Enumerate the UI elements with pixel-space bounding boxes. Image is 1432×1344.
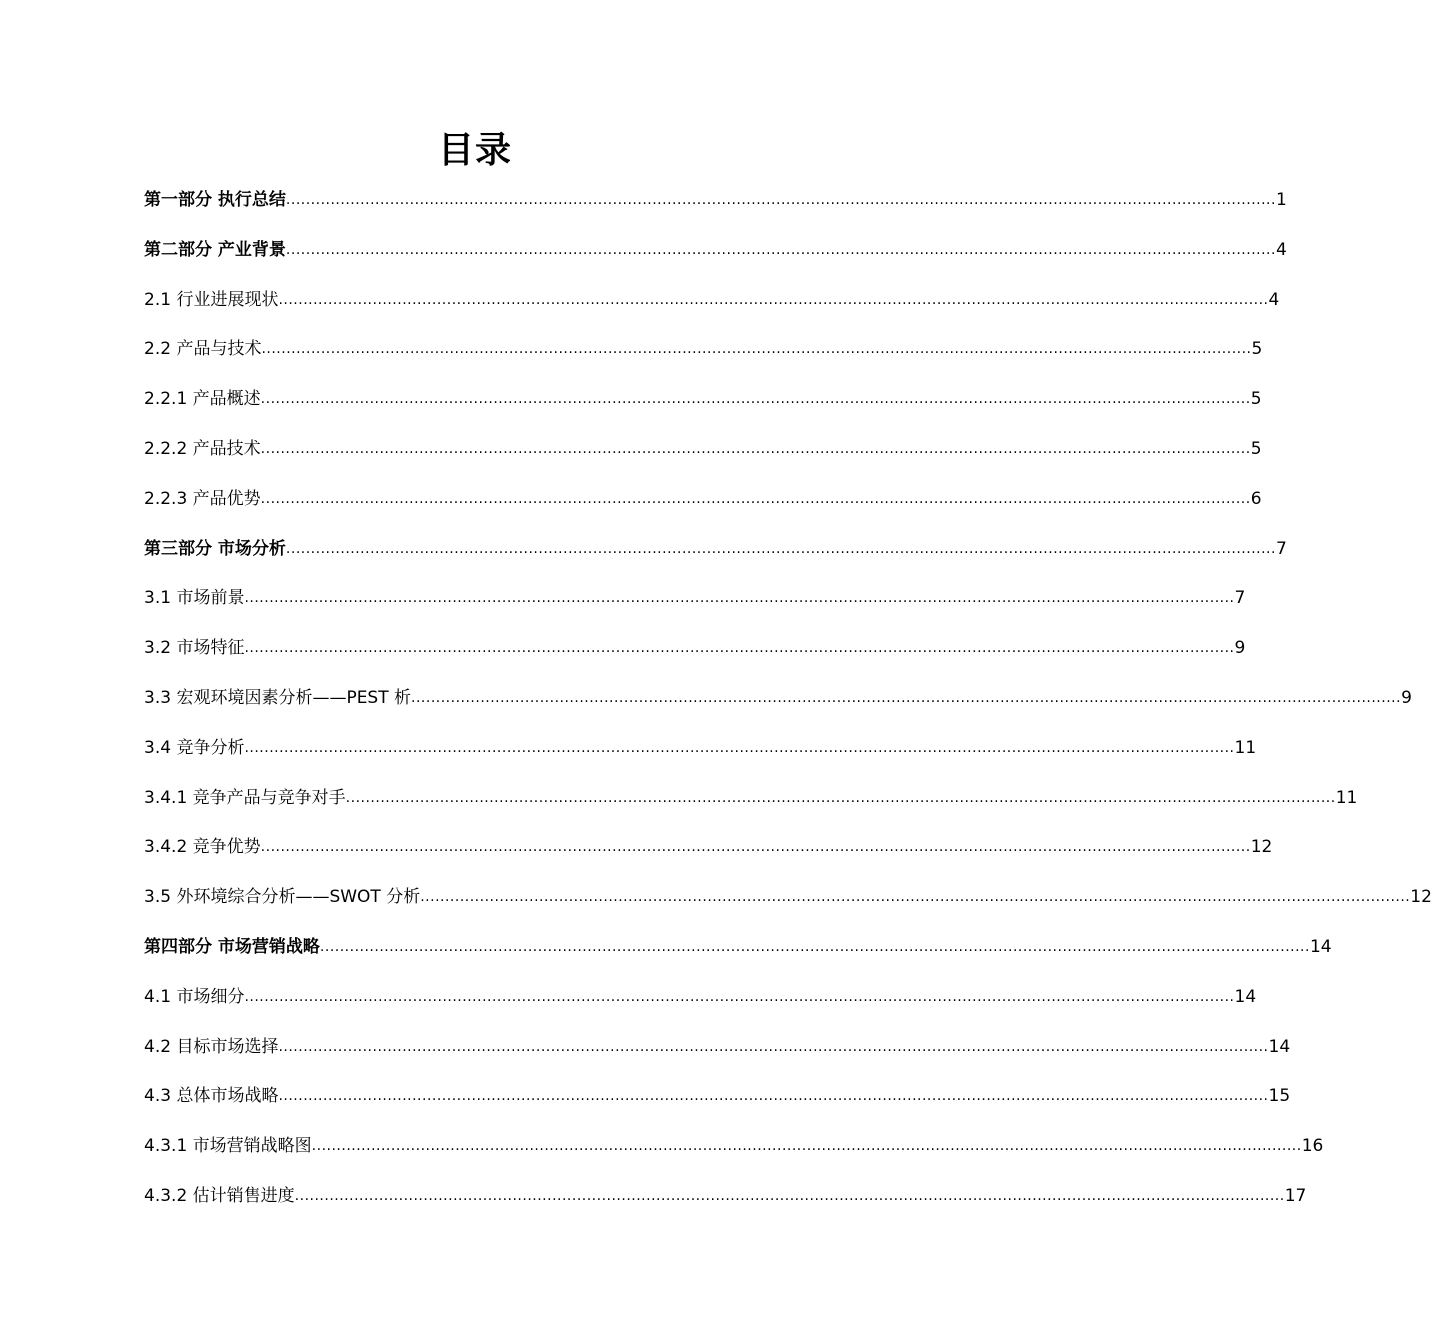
toc-entry-title: 2.2.1 产品概述: [144, 389, 261, 410]
toc-dot-leader: ........................................................................................................................................................................................................: [260, 490, 1251, 507]
toc-entry-title: 4.3.2 估计销售进度: [144, 1185, 295, 1206]
toc-title: 目录: [437, 130, 512, 171]
toc-dot-leader: ........................................................................................................................................................................................................: [244, 739, 1235, 756]
toc-dot-leader: ........................................................................................................................................................................................................: [278, 1038, 1269, 1055]
toc-entry-title: 3.3 宏观环境因素分析——PEST 析: [144, 687, 412, 708]
toc-dot-leader: ........................................................................................................................................................................................................: [244, 590, 1235, 607]
toc-entry[interactable]: [144, 1182, 1307, 1232]
toc-entry-title: 4.2 目标市场选择: [144, 1036, 279, 1057]
toc-entry[interactable]: [144, 236, 1287, 286]
toc-entry-title: 3.4 竞争分析: [144, 737, 245, 758]
toc-dot-leader: ........................................................................................................................................................................................................: [411, 689, 1402, 706]
toc-entry-title: 2.2.2 产品技术: [144, 438, 261, 459]
toc-entry[interactable]: [144, 684, 1412, 734]
toc-entry[interactable]: [144, 385, 1262, 435]
toc-dot-leader: ........................................................................................................................................................................................................: [345, 789, 1336, 806]
toc-page-number: 9: [1234, 638, 1246, 659]
toc-page-number: 12: [1410, 887, 1432, 908]
toc-entry[interactable]: [144, 435, 1262, 485]
toc-dot-leader: ........................................................................................................................................................................................................: [260, 839, 1251, 856]
toc-entry[interactable]: [144, 883, 1432, 933]
toc-entry-title: 第四部分 市场营销战略: [144, 936, 320, 957]
toc-page-number: 14: [1234, 986, 1257, 1007]
toc-dot-leader: ........................................................................................................................................................................................................: [285, 241, 1276, 258]
toc-dot-leader: ........................................................................................................................................................................................................: [294, 1187, 1285, 1204]
toc-page-number: 16: [1301, 1136, 1324, 1157]
toc-entry-title: 第一部分 执行总结: [144, 190, 286, 210]
toc-dot-leader: ........................................................................................................................................................................................................: [260, 440, 1251, 457]
toc-page-number: 9: [1401, 687, 1412, 708]
toc-entry[interactable]: [144, 634, 1246, 684]
toc-entry-title: 3.1 市场前景: [144, 588, 245, 609]
toc-page-number: 14: [1268, 1036, 1291, 1057]
toc-dot-leader: ........................................................................................................................................................................................................: [261, 341, 1252, 358]
toc-dot-leader: ........................................................................................................................................................................................................: [285, 540, 1276, 557]
toc-page-number: 4: [1268, 289, 1280, 310]
toc-entry[interactable]: [144, 335, 1263, 385]
toc-entry-title: 2.1 行业进展现状: [144, 289, 279, 310]
toc-page-number: 11: [1234, 737, 1257, 758]
toc-dot-leader: ........................................................................................................................................................................................................: [244, 640, 1235, 657]
toc-entry[interactable]: [144, 1033, 1291, 1083]
toc-list: [144, 186, 1432, 1232]
toc-entry-title: 4.3 总体市场战略: [144, 1086, 279, 1107]
toc-page-number: 12: [1250, 837, 1273, 858]
toc-page-number: 5: [1250, 438, 1262, 459]
toc-entry[interactable]: [144, 784, 1358, 834]
toc-dot-leader: ........................................................................................................................................................................................................: [311, 1138, 1302, 1155]
toc-entry-title: 3.2 市场特征: [144, 638, 245, 659]
toc-dot-leader: ........................................................................................................................................................................................................: [244, 988, 1235, 1005]
toc-entry[interactable]: [144, 983, 1257, 1033]
toc-page-number: 14: [1309, 936, 1332, 957]
toc-dot-leader: ........................................................................................................................................................................................................: [319, 938, 1310, 955]
toc-entry[interactable]: [144, 584, 1246, 634]
toc-entry[interactable]: [144, 734, 1257, 784]
toc-page-number: 5: [1250, 389, 1262, 410]
toc-dot-leader: ........................................................................................................................................................................................................: [278, 291, 1269, 308]
toc-entry[interactable]: [144, 1082, 1291, 1132]
toc-dot-leader: ........................................................................................................................................................................................................: [420, 889, 1411, 906]
toc-entry[interactable]: [144, 485, 1262, 535]
toc-page-number: 11: [1335, 787, 1358, 808]
toc-page-number: 1: [1275, 190, 1287, 210]
toc-entry-title: 2.2.3 产品优势: [144, 488, 261, 509]
toc-page-number: 4: [1275, 239, 1287, 260]
toc-entry-title: 第二部分 产业背景: [144, 239, 286, 260]
toc-entry[interactable]: [144, 933, 1332, 983]
toc-entry[interactable]: [144, 186, 1287, 236]
toc-entry-title: 2.2 产品与技术: [144, 339, 262, 360]
toc-page-number: 5: [1251, 339, 1263, 360]
toc-entry-title: 4.3.1 市场营销战略图: [144, 1136, 312, 1157]
toc-page-number: 17: [1284, 1185, 1307, 1206]
toc-entry-title: 4.1 市场细分: [144, 986, 245, 1007]
toc-page-number: 7: [1275, 538, 1287, 559]
toc-dot-leader: ........................................................................................................................................................................................................: [278, 1088, 1269, 1105]
toc-entry[interactable]: [144, 535, 1287, 585]
toc-entry-title: 3.4.1 竞争产品与竞争对手: [144, 787, 346, 808]
toc-dot-leader: ........................................................................................................................................................................................................: [285, 192, 1276, 208]
toc-entry-title: 3.5 外环境综合分析——SWOT 分析: [144, 887, 421, 908]
toc-entry-title: 3.4.2 竞争优势: [144, 837, 261, 858]
toc-entry[interactable]: [144, 286, 1280, 336]
toc-entry[interactable]: [144, 833, 1273, 883]
toc-page-number: 7: [1234, 588, 1246, 609]
toc-page-number: 6: [1250, 488, 1262, 509]
toc-page-number: 15: [1268, 1086, 1291, 1107]
toc-dot-leader: ........................................................................................................................................................................................................: [260, 391, 1251, 408]
toc-entry-title: 第三部分 市场分析: [144, 538, 286, 559]
toc-entry[interactable]: [144, 1132, 1324, 1182]
